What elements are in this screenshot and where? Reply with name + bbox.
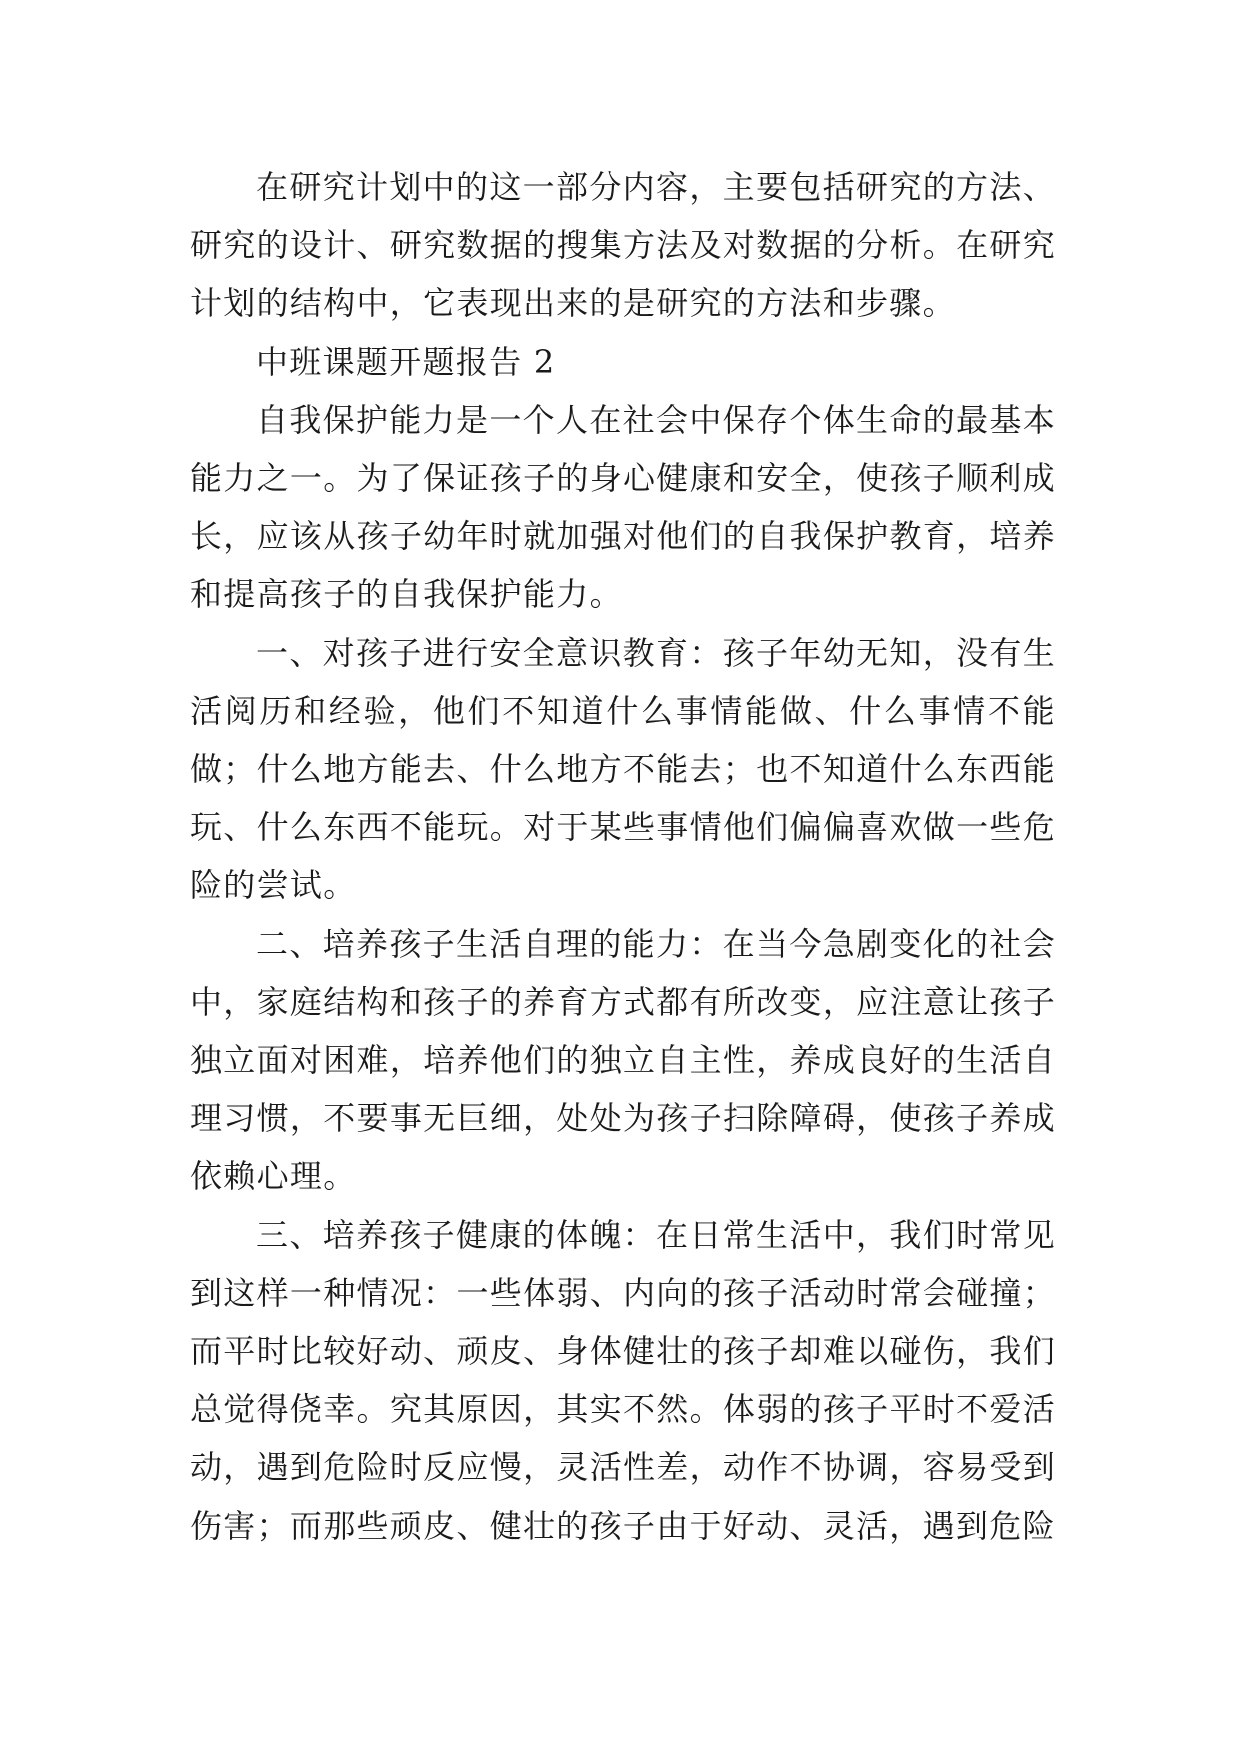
paragraph-healthy-body: 三、培养孩子健康的体魄：在日常生活中，我们时常见到这样一种情况：一些体弱、内向的孩子活动时常会碰撞；而平时比较好动、顽皮、身体健壮的孩子却难以碰伤，我们总觉得侥幸。究其原因，其实不然。体弱的孩子平时不爱活动，遇到危险时反应慢，灵活性差，动作不协调，容易受到伤害；而那些顽皮、健壮的孩子由于好动、灵活，遇到危险	[190, 1215, 1056, 1545]
paragraph-research-methods: 在研究计划中的这一部分内容，主要包括研究的方法、研究的设计、研究数据的搜集方法及对数据的分析。在研究计划的结构中，它表现出来的是研究的方法和步骤。	[190, 168, 1056, 323]
section-heading: 中班课题开题报告 2	[256, 342, 556, 381]
paragraph-self-protection-intro: 自我保护能力是一个人在社会中保存个体生命的最基本能力之一。为了保证孩子的身心健康和安全，使孩子顺利成长，应该从孩子幼年时就加强对他们的自我保护教育，培养和提高孩子的自我保护能力。	[190, 400, 1056, 614]
document-body	[190, 158, 1056, 1555]
paragraph-self-care-ability: 二、培养孩子生活自理的能力：在当今急剧变化的社会中，家庭结构和孩子的养育方式都有所改变，应注意让孩子独立面对困难，培养他们的独立自主性，养成良好的生活自理习惯，不要事无巨细，处处为孩子扫除障碍，使孩子养成依赖心理。	[190, 924, 1056, 1196]
paragraph-safety-awareness: 一、对孩子进行安全意识教育：孩子年幼无知，没有生活阅历和经验，他们不知道什么事情能做、什么事情不能做；什么地方能去、什么地方不能去；也不知道什么东西能玩、什么东西不能玩。对于某些事情他们偏偏喜欢做一些危险的尝试。	[190, 633, 1056, 905]
